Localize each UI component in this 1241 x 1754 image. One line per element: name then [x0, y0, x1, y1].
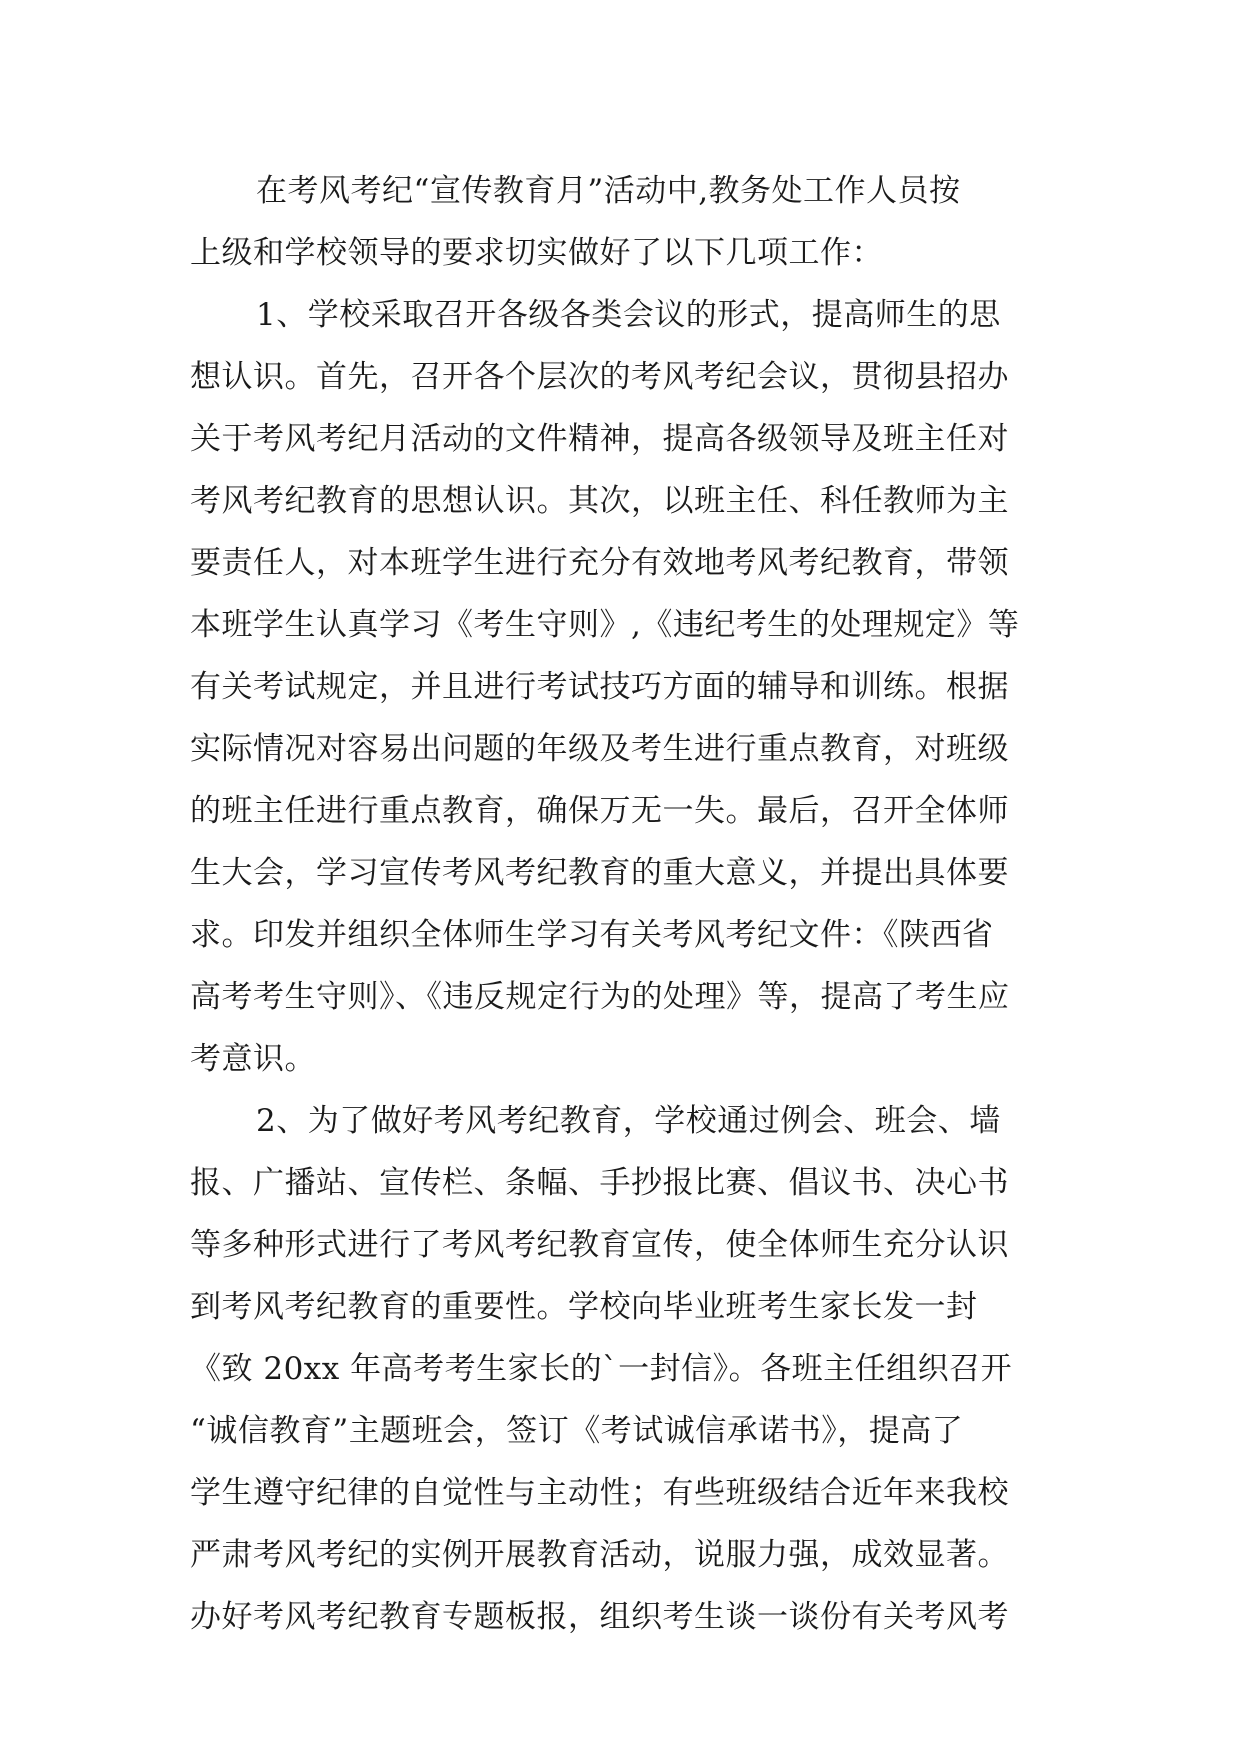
text-line: 本班学生认真学习《考生守则》,《违纪考生的处理规定》等 [190, 607, 1020, 643]
text-line: 1、学校采取召开各级各类会议的形式，提高师生的思 [256, 297, 1001, 333]
text-line: 严肃考风考纪的实例开展教育活动，说服力强，成效显著。 [190, 1537, 1009, 1573]
text-line: 生大会，学习宣传考风考纪教育的重大意义，并提出具体要 [190, 855, 1009, 891]
text-line: 要责任人，对本班学生进行充分有效地考风考纪教育，带领 [190, 545, 1009, 581]
text-line: 《致 20xx 年高考考生家长的`一封信》。各班主任组织召开 [190, 1351, 1013, 1387]
text-line: 上级和学校领导的要求切实做好了以下几项工作： [190, 235, 883, 271]
text-line: 关于考风考纪月活动的文件精神，提高各级领导及班主任对 [190, 421, 1009, 457]
text-line: 考风考纪教育的思想认识。其次，以班主任、科任教师为主 [190, 483, 1009, 519]
text-line: 的班主任进行重点教育，确保万无一失。最后，召开全体师 [190, 793, 1009, 829]
text-line: “诚信教育”主题班会，签订《考试诚信承诺书》，提高了 [190, 1413, 964, 1449]
text-line: 想认识。首先，召开各个层次的考风考纪会议，贯彻县招办 [190, 359, 1009, 395]
text-line: 有关考试规定，并且进行考试技巧方面的辅导和训练。根据 [190, 669, 1009, 705]
text-line: 实际情况对容易出问题的年级及考生进行重点教育，对班级 [190, 731, 1009, 767]
text-line: 2、为了做好考风考纪教育，学校通过例会、班会、墙 [256, 1103, 1001, 1139]
text-line: 办好考风考纪教育专题板报，组织考生谈一谈份有关考风考 [190, 1599, 1009, 1635]
text-line: 在考风考纪“宣传教育月”活动中,教务处工作人员按 [256, 173, 961, 209]
text-line: 到考风考纪教育的重要性。学校向毕业班考生家长发一封 [190, 1289, 978, 1325]
text-line: 等多种形式进行了考风考纪教育宣传，使全体师生充分认识 [190, 1227, 1009, 1263]
text-line: 学生遵守纪律的自觉性与主动性；有些班级结合近年来我校 [190, 1475, 1009, 1511]
text-line: 报、广播站、宣传栏、条幅、手抄报比赛、倡议书、决心书 [190, 1165, 1009, 1201]
text-line: 高考考生守则》、《违反规定行为的处理》等，提高了考生应 [190, 979, 1010, 1015]
text-line: 求。印发并组织全体师生学习有关考风考纪文件：《陕西省 [190, 917, 994, 953]
body-text [190, 160, 1070, 1648]
text-line: 考意识。 [190, 1041, 316, 1077]
